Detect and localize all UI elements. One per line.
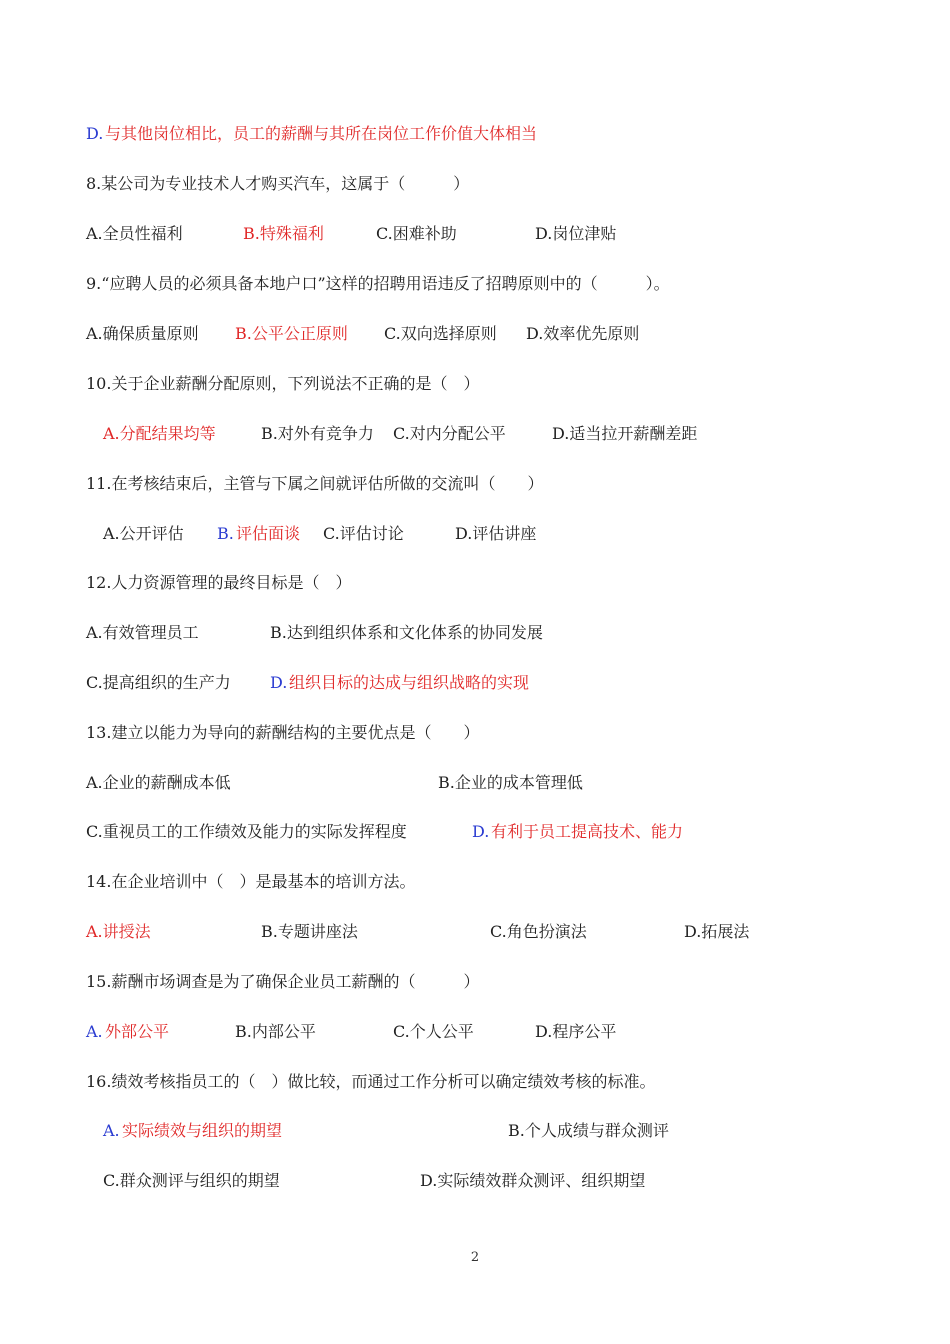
option-d: D.效率优先原则	[526, 324, 640, 343]
option-b-correct: B.特殊福利	[243, 224, 324, 243]
page-number: 2	[470, 1250, 480, 1265]
option-d: D.程序公平	[535, 1022, 617, 1041]
option-d: D.评估讲座	[455, 524, 537, 543]
option-letter: A.	[103, 1121, 120, 1140]
option-b: B.达到组织体系和文化体系的协同发展	[270, 623, 543, 642]
option-a: A.公开评估	[103, 524, 184, 543]
option-c: C.重视员工的工作绩效及能力的实际发挥程度	[86, 822, 407, 841]
option-c: C.群众测评与组织的期望	[103, 1171, 280, 1190]
question-text: 10.关于企业薪酬分配原则，下列说法不正确的是（ ）	[86, 374, 480, 393]
option-letter: B.	[217, 524, 234, 543]
option-b: B.对外有竞争力	[261, 424, 374, 443]
option-b: B.内部公平	[235, 1022, 316, 1041]
option-a-correct: 实际绩效与组织的期望	[122, 1121, 283, 1140]
option-d: D.拓展法	[684, 922, 750, 941]
option-letter: D.	[86, 124, 104, 143]
option-a: A.有效管理员工	[86, 623, 199, 642]
option-d: D.岗位津贴	[535, 224, 617, 243]
option-c: C.双向选择原则	[384, 324, 497, 343]
option-d: D.实际绩效群众测评、组织期望	[420, 1171, 646, 1190]
option-c: C.个人公平	[393, 1022, 474, 1041]
option-letter: A.	[86, 1022, 103, 1041]
correct-answer-text: 与其他岗位相比，员工的薪酬与其所在岗位工作价值大体相当	[105, 124, 538, 143]
option-letter: D.	[472, 822, 490, 841]
option-a-correct: A.分配结果均等	[103, 424, 216, 443]
option-c: C.评估讨论	[323, 524, 404, 543]
option-b: B.专题讲座法	[261, 922, 358, 941]
option-c: C.提高组织的生产力	[86, 673, 231, 692]
question-text: 12.人力资源管理的最终目标是（ ）	[86, 573, 352, 592]
question-text: 9.“应聘人员的必须具备本地户口”这样的招聘用语违反了招聘原则中的（ ）。	[86, 274, 670, 293]
question-text: 8.某公司为专业技术人才购买汽车，这属于（ ）	[86, 174, 470, 193]
option-a: A.确保质量原则	[86, 324, 199, 343]
option-d-correct: 组织目标的达成与组织战略的实现	[289, 673, 530, 692]
question-text: 14.在企业培训中（ ）是最基本的培训方法。	[86, 872, 416, 891]
option-a-correct: 外部公平	[105, 1022, 170, 1041]
option-b: B.个人成绩与群众测评	[508, 1121, 669, 1140]
option-d-correct: 有利于员工提高技术、能力	[491, 822, 684, 841]
option-a: A.全员性福利	[86, 224, 183, 243]
option-letter: D.	[270, 673, 288, 692]
option-c: C.角色扮演法	[490, 922, 587, 941]
question-text: 11.在考核结束后，主管与下属之间就评估所做的交流叫（ ）	[86, 474, 544, 493]
option-d: D.适当拉开薪酬差距	[552, 424, 698, 443]
option-b-correct: 评估面谈	[236, 524, 301, 543]
option-a-correct: A.讲授法	[86, 922, 151, 941]
question-text: 15.薪酬市场调查是为了确保企业员工薪酬的（ ）	[86, 972, 480, 991]
option-b-correct: B.公平公正原则	[235, 324, 348, 343]
option-a: A.企业的薪酬成本低	[86, 773, 231, 792]
question-text: 16.绩效考核指员工的（ ）做比较，而通过工作分析可以确定绩效考核的标准。	[86, 1072, 656, 1091]
option-c: C.对内分配公平	[393, 424, 506, 443]
option-c: C.困难补助	[376, 224, 457, 243]
question-text: 13.建立以能力为导向的薪酬结构的主要优点是（ ）	[86, 723, 480, 742]
option-b: B.企业的成本管理低	[438, 773, 583, 792]
